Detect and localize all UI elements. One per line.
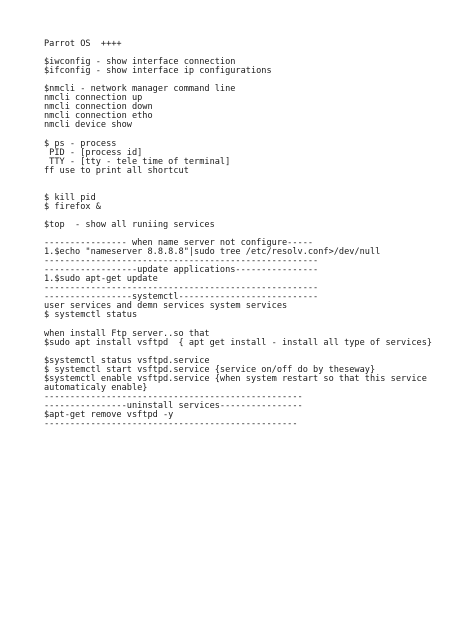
text-line: $ ps - process: [44, 138, 117, 149]
text-line: [44, 176, 464, 185]
text-line: $systemctl enable vsftpd.service {when system restart so that this service: [44, 373, 427, 384]
section-divider: -----------------systemctl---------------------------: [44, 292, 319, 303]
text-line: ff use to print all shortcut: [44, 165, 189, 176]
text-line: $ systemctl status: [44, 310, 138, 321]
text-line: nmcli device show: [44, 120, 132, 131]
section-divider: --------------------------------------------------: [44, 391, 303, 402]
text-line: $ kill pid: [44, 192, 96, 203]
text-line: $ systemctl start vsftpd.service {service on/off do by theseway}: [44, 364, 376, 375]
text-line: 1.$sudo apt-get update: [44, 274, 158, 285]
text-line: TTY - [tty - tele time of terminal]: [44, 156, 231, 167]
text-line: nmcli connection down: [44, 102, 153, 113]
text-line: $ firefox &: [44, 201, 101, 212]
section-divider: -----------------------------------------------------: [44, 283, 319, 294]
text-line: [44, 185, 464, 194]
text-line: $top - show all runiing services: [44, 219, 215, 230]
text-line: nmcli connection up: [44, 93, 143, 104]
text-line: 1.$echo "nameserver 8.8.8.8"|sudo tree /etc/resolv.conf>/dev/null: [44, 247, 381, 258]
text-line: $iwconfig - show interface connection: [44, 57, 236, 68]
text-line: $ifconfig - show interface ip configurations: [44, 66, 272, 77]
text-line: $systemctl status vsftpd.service: [44, 355, 210, 366]
section-divider: -----------------------------------------------------: [44, 256, 319, 267]
section-divider: ------------------update applications----------------: [44, 265, 319, 276]
section-divider: ---------------- when name server not configure-----: [44, 238, 314, 249]
document-body: [44, 40, 464, 429]
section-divider: -------------------------------------------------: [44, 418, 298, 429]
text-line: $sudo apt install vsftpd { apt get install - install all type of services}: [44, 337, 433, 348]
text-line: $nmcli - network manager command line: [44, 84, 236, 95]
section-divider: ----------------uninstall services----------------: [44, 400, 303, 411]
doc-title: Parrot OS ++++: [44, 39, 122, 49]
text-line: nmcli connection etho: [44, 111, 153, 122]
text-line: automaticaly enable}: [44, 382, 148, 393]
text-line: PID - [process id]: [44, 147, 143, 158]
text-line: $apt-get remove vsftpd -y: [44, 409, 174, 420]
text-line: user services and demn services system services: [44, 301, 288, 312]
text-line: when install Ftp server..so that: [44, 328, 210, 339]
